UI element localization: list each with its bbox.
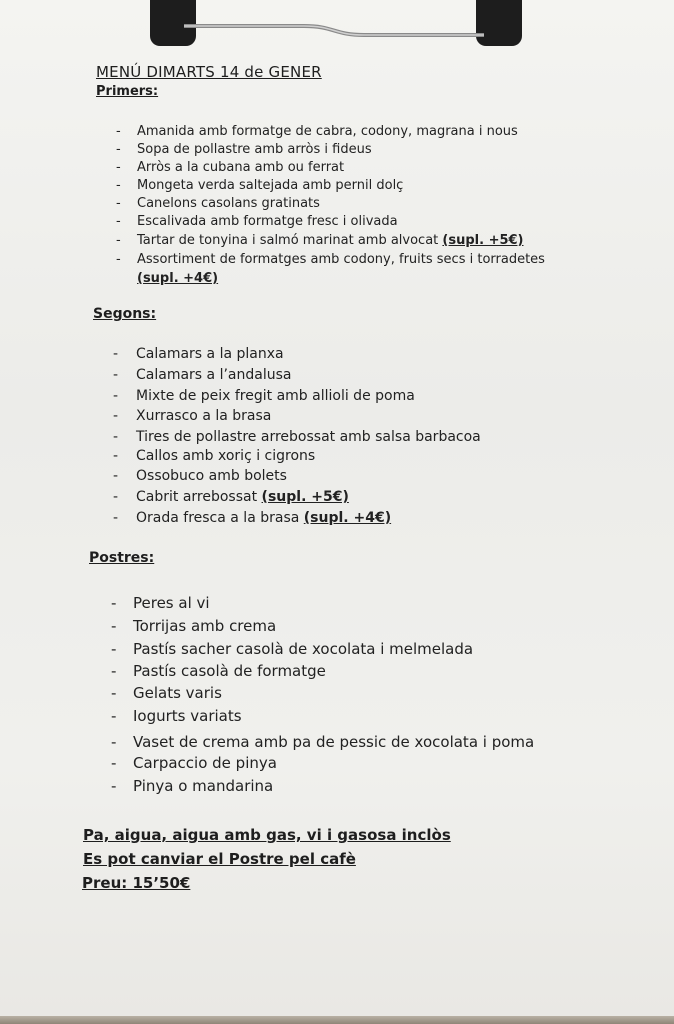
dish-name: Callos amb xoriç i cigrons xyxy=(136,448,316,464)
segons-item xyxy=(113,346,660,366)
dish-name: Xurrasco a la brasa xyxy=(136,408,272,424)
bullet-dash: - xyxy=(111,640,117,658)
bullet-dash: - xyxy=(116,252,121,267)
dish-name: Carpaccio de pinya xyxy=(133,754,277,772)
dish-name: Orada fresca a la brasa (supl. +4€) xyxy=(136,510,392,526)
dish-name: Peres al vi xyxy=(133,594,210,612)
supplement-price: (supl. +5€) xyxy=(261,489,349,505)
bullet-dash: - xyxy=(116,160,121,175)
postres-item xyxy=(111,733,660,754)
primers-item xyxy=(116,124,660,143)
primers-item xyxy=(116,252,660,286)
dish-name: Mongeta verda saltejada amb pernil dolç xyxy=(137,178,404,193)
section-heading-segons: Segons: xyxy=(93,306,157,322)
bullet-dash: - xyxy=(116,178,121,193)
segons-item xyxy=(113,429,660,449)
bullet-dash: - xyxy=(111,684,117,702)
supplement-price: (supl. +4€) xyxy=(137,271,219,286)
bullet-dash: - xyxy=(116,196,121,211)
postres-item xyxy=(111,662,660,683)
supplement-price: (supl. +4€) xyxy=(303,510,392,526)
dish-name: Escalivada amb formatge fresc i olivada xyxy=(137,214,398,229)
bullet-dash: - xyxy=(113,510,119,526)
dish-name: Canelons casolans gratinats xyxy=(137,196,320,211)
bullet-dash: - xyxy=(113,489,119,505)
segons-item xyxy=(113,408,660,428)
section-heading-postres: Postres: xyxy=(89,550,155,566)
primers-item xyxy=(116,196,660,215)
primers-item xyxy=(116,233,660,252)
bullet-dash: - xyxy=(113,468,119,484)
segons-item xyxy=(113,388,660,408)
dish-name: Tires de pollastre arrebossat amb salsa barbacoa xyxy=(136,429,481,445)
dish-name: Torrijas amb crema xyxy=(133,617,277,635)
postres-item xyxy=(111,684,660,705)
dish-name: Calamars a la planxa xyxy=(136,346,284,362)
bullet-dash: - xyxy=(113,448,119,464)
bullet-dash: - xyxy=(113,346,119,362)
dish-name: Gelats varis xyxy=(133,684,222,702)
page-title: MENÚ DIMARTS 14 de GENER xyxy=(96,63,322,81)
bullet-dash: - xyxy=(111,777,117,795)
postres-item xyxy=(111,754,660,775)
primers-item xyxy=(116,142,660,161)
dish-name: Pastís sacher casolà de xocolata i melmelada xyxy=(133,640,474,658)
bullet-dash: - xyxy=(113,429,119,445)
bullet-dash: - xyxy=(113,408,119,424)
bullet-dash: - xyxy=(111,754,117,772)
segons-item xyxy=(113,448,660,468)
menu-price: Preu: 15’50€ xyxy=(82,874,191,892)
dish-name: Cabrit arrebossat (supl. +5€) xyxy=(136,489,349,505)
dish-name: Pinya o mandarina xyxy=(133,777,274,795)
dish-name: Sopa de pollastre amb arròs i fideus xyxy=(137,142,372,157)
bullet-dash: - xyxy=(116,214,121,229)
bullet-dash: - xyxy=(116,233,121,248)
included-drinks-note: Pa, aigua, aigua amb gas, vi i gasosa inclòs xyxy=(83,826,451,844)
postres-item xyxy=(111,777,660,798)
bullet-dash: - xyxy=(111,594,117,612)
segons-item xyxy=(113,468,660,488)
segons-item xyxy=(113,510,660,530)
dessert-swap-note: Es pot canviar el Postre pel cafè xyxy=(83,850,356,868)
primers-item xyxy=(116,178,660,197)
dish-name: Amanida amb formatge de cabra, codony, magrana i nous xyxy=(137,124,518,139)
bullet-dash: - xyxy=(111,662,117,680)
postres-item xyxy=(111,640,660,661)
supplement-price: (supl. +5€) xyxy=(442,233,524,248)
dish-name: Tartar de tonyina i salmó marinat amb alvocat (supl. +5€) xyxy=(137,233,524,248)
dish-name: Pastís casolà de formatge xyxy=(133,662,326,680)
primers-item xyxy=(116,214,660,233)
segons-item xyxy=(113,367,660,387)
bullet-dash: - xyxy=(113,367,119,383)
primers-item xyxy=(116,160,660,179)
dish-name: Vaset de crema amb pa de pessic de xocolata i poma xyxy=(133,733,535,751)
bullet-dash: - xyxy=(113,388,119,404)
segons-item xyxy=(113,489,660,509)
dish-name: Ossobuco amb bolets xyxy=(136,468,287,484)
bullet-dash: - xyxy=(111,617,117,635)
postres-item xyxy=(111,594,660,615)
bullet-dash: - xyxy=(116,124,121,139)
postres-item xyxy=(111,707,660,728)
bullet-dash: - xyxy=(116,142,121,157)
bullet-dash: - xyxy=(111,733,117,751)
postres-item xyxy=(111,617,660,638)
bullet-dash: - xyxy=(111,707,117,725)
dish-name: Iogurts variats xyxy=(133,707,242,725)
dish-name: Arròs a la cubana amb ou ferrat xyxy=(137,160,345,175)
dish-name: Calamars a l’andalusa xyxy=(136,367,292,383)
dish-name: Mixte de peix fregit amb allioli de poma xyxy=(136,388,415,404)
dish-name: Assortiment de formatges amb codony, fruits secs i torradetes xyxy=(137,252,545,267)
section-heading-primers: Primers: xyxy=(96,84,159,99)
